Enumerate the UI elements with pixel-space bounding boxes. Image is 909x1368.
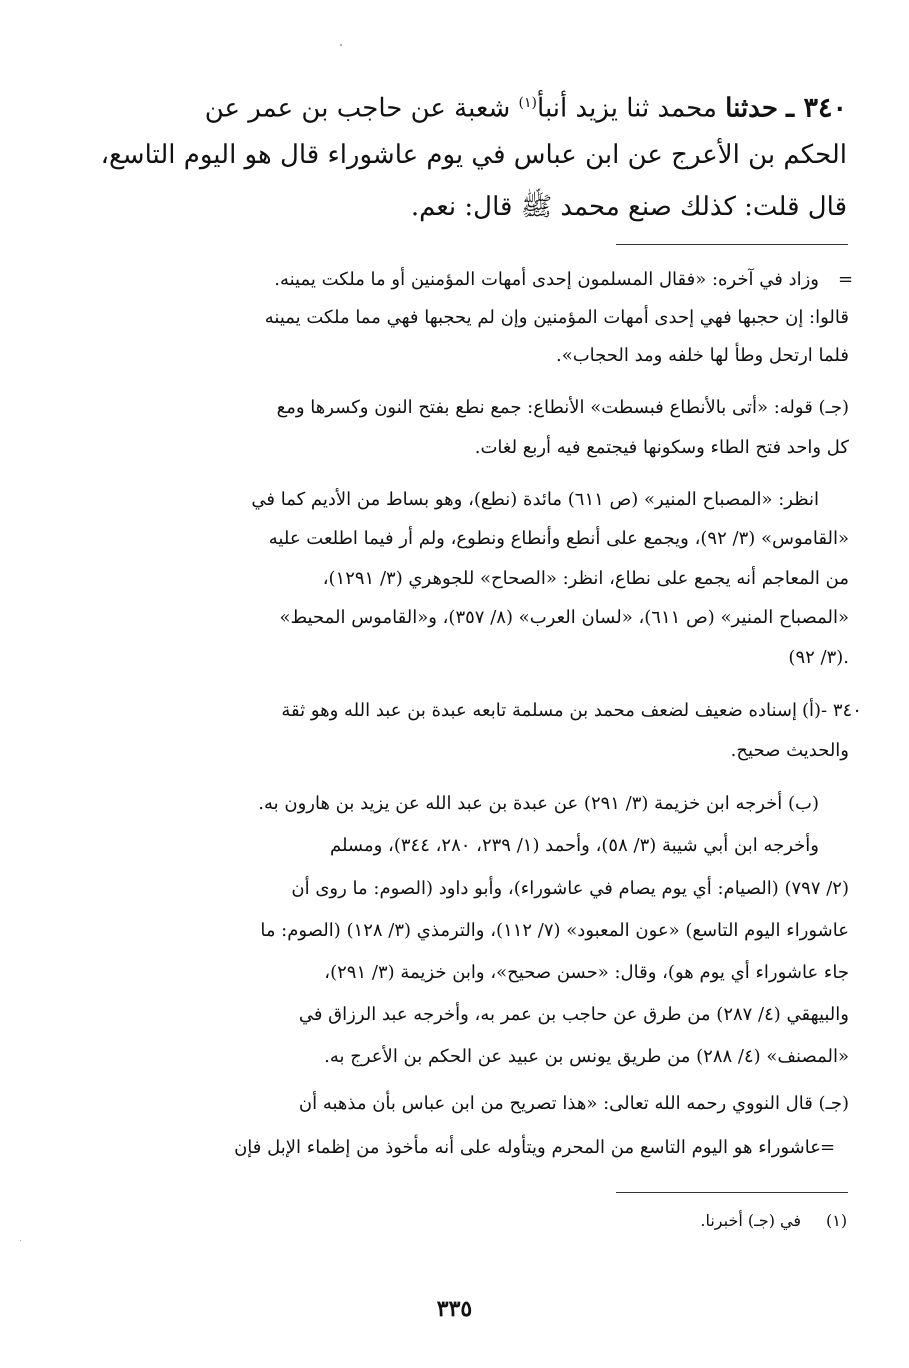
footnote-text: في (جـ) أخبرنا. <box>700 1211 801 1230</box>
note-line: وأخرجه ابن أبي شيبة (٣/ ٥٨)، وأحمد (١/ ٢٣٩، ٢٨٠، ٣٤٤)، ومسلم <box>329 835 819 856</box>
continuation-mark: = <box>838 269 854 290</box>
hadith-text-part: شعبة عن حاجب بن عمر عن <box>204 93 511 124</box>
note-line: كل واحد فتح الطاء وسكونها فيجتمع فيه أربع لغات. <box>474 437 849 458</box>
scan-speck <box>20 1240 21 1241</box>
note-line: جاء عاشوراء أي يوم هو)، وقال: «حسن صحيح»، وابن خزيمة (٣/ ٢٩١)، <box>324 962 849 983</box>
footnote-separator <box>616 1192 848 1193</box>
note-line: عاشوراء هو اليوم التاسع من المحرم ويتأوله على أنه مأخوذ من إظماء الإبل فإن <box>234 1137 821 1158</box>
hadith-number: ٣٤٠ ـ <box>786 92 847 124</box>
text-notes-separator <box>616 244 848 245</box>
note-line: انظر: «المصباح المنير» (ص ٦١١) مائدة (نطع)، وهو بساط من الأديم كما في <box>251 489 819 510</box>
footnote-reference: (١) <box>518 95 538 111</box>
note-line: (ب) أخرجه ابن خزيمة (٣/ ٢٩١) عن عبدة بن عبد الله عن يزيد بن هارون به. <box>258 793 819 814</box>
hadith-text-part: محمد ثنا يزيد أنبأ <box>537 93 717 124</box>
note-line: «القاموس» (٣/ ٩٢)، ويجمع على أنطع وأنطاع ونطوع، ولم أر فيما اطلعت عليه <box>268 528 849 549</box>
continuation-mark: = <box>820 1137 836 1158</box>
note-line: من المعاجم أنه يجمع على نطاع، انظر: «الصحاح» للجوهري (٣/ ١٢٩١)، <box>322 568 849 589</box>
note-line: (٣/ ٩٢). <box>788 647 849 668</box>
note-line: قالوا: إن حجبها فهي إحدى أمهات المؤمنين وإن لم يحجبها فهي مما ملكت يمينه <box>264 307 849 328</box>
note-line: فلما ارتحل وطأ لها خلفه ومد الحجاب». <box>555 345 849 366</box>
note-line: (٢/ ٧٩٧) (الصيام: أي يوم يصام في عاشوراء)، وأبو داود (الصوم: ما روى أن <box>291 878 849 899</box>
hadith-line-2: الحكم بن الأعرج عن ابن عباس في يوم عاشوراء قال هو اليوم التاسع، <box>100 140 847 170</box>
scan-speck <box>340 44 342 46</box>
note-line: «المصباح المنير» (ص ٦١١)، «لسان العرب» (٨/ ٣٥٧)، و«القاموس المحيط» <box>279 607 849 628</box>
hadith-lead-word: حدثنا <box>725 93 778 124</box>
note-line: والحديث صحيح. <box>730 740 849 761</box>
note-label: ٣٤٠ -(أ) <box>802 700 862 721</box>
note-line: إسناده ضعيف لضعف محمد بن مسلمة تابعه عبدة بن عبد الله وهو ثقة <box>281 700 797 721</box>
hadith-line-1 <box>57 76 847 130</box>
note-line: عاشوراء اليوم التاسع) «عون المعبود» (٧/ ١١٢)، والترمذي (٣/ ١٢٨) (الصوم: ما <box>260 920 849 941</box>
note-line: (جـ) قوله: «أتى بالأنطاع فبسطت» الأنطاع: جمع نطع بفتح النون وكسرها ومع <box>276 397 849 418</box>
page-number: ٣٣٥ <box>436 1296 473 1322</box>
footnote-number: (١) <box>826 1211 848 1230</box>
hadith-line-3: قال قلت: كذلك صنع محمد ﷺ قال: نعم. <box>410 192 847 222</box>
note-line: وزاد في آخره: «فقال المسلمون إحدى أمهات المؤمنين أو ما ملكت يمينه. <box>274 269 819 290</box>
note-line: (جـ) قال النووي رحمه الله تعالى: «هذا تصريح من ابن عباس بأن مذهبه أن <box>298 1093 849 1114</box>
note-line: والبيهقي (٤/ ٢٨٧) من طرق عن حاجب بن عمر به، وأخرجه عبد الرزاق في <box>298 1004 849 1025</box>
note-line: «المصنف» (٤/ ٢٨٨) من طريق يونس بن عبيد عن الحكم بن الأعرج به. <box>324 1046 849 1067</box>
